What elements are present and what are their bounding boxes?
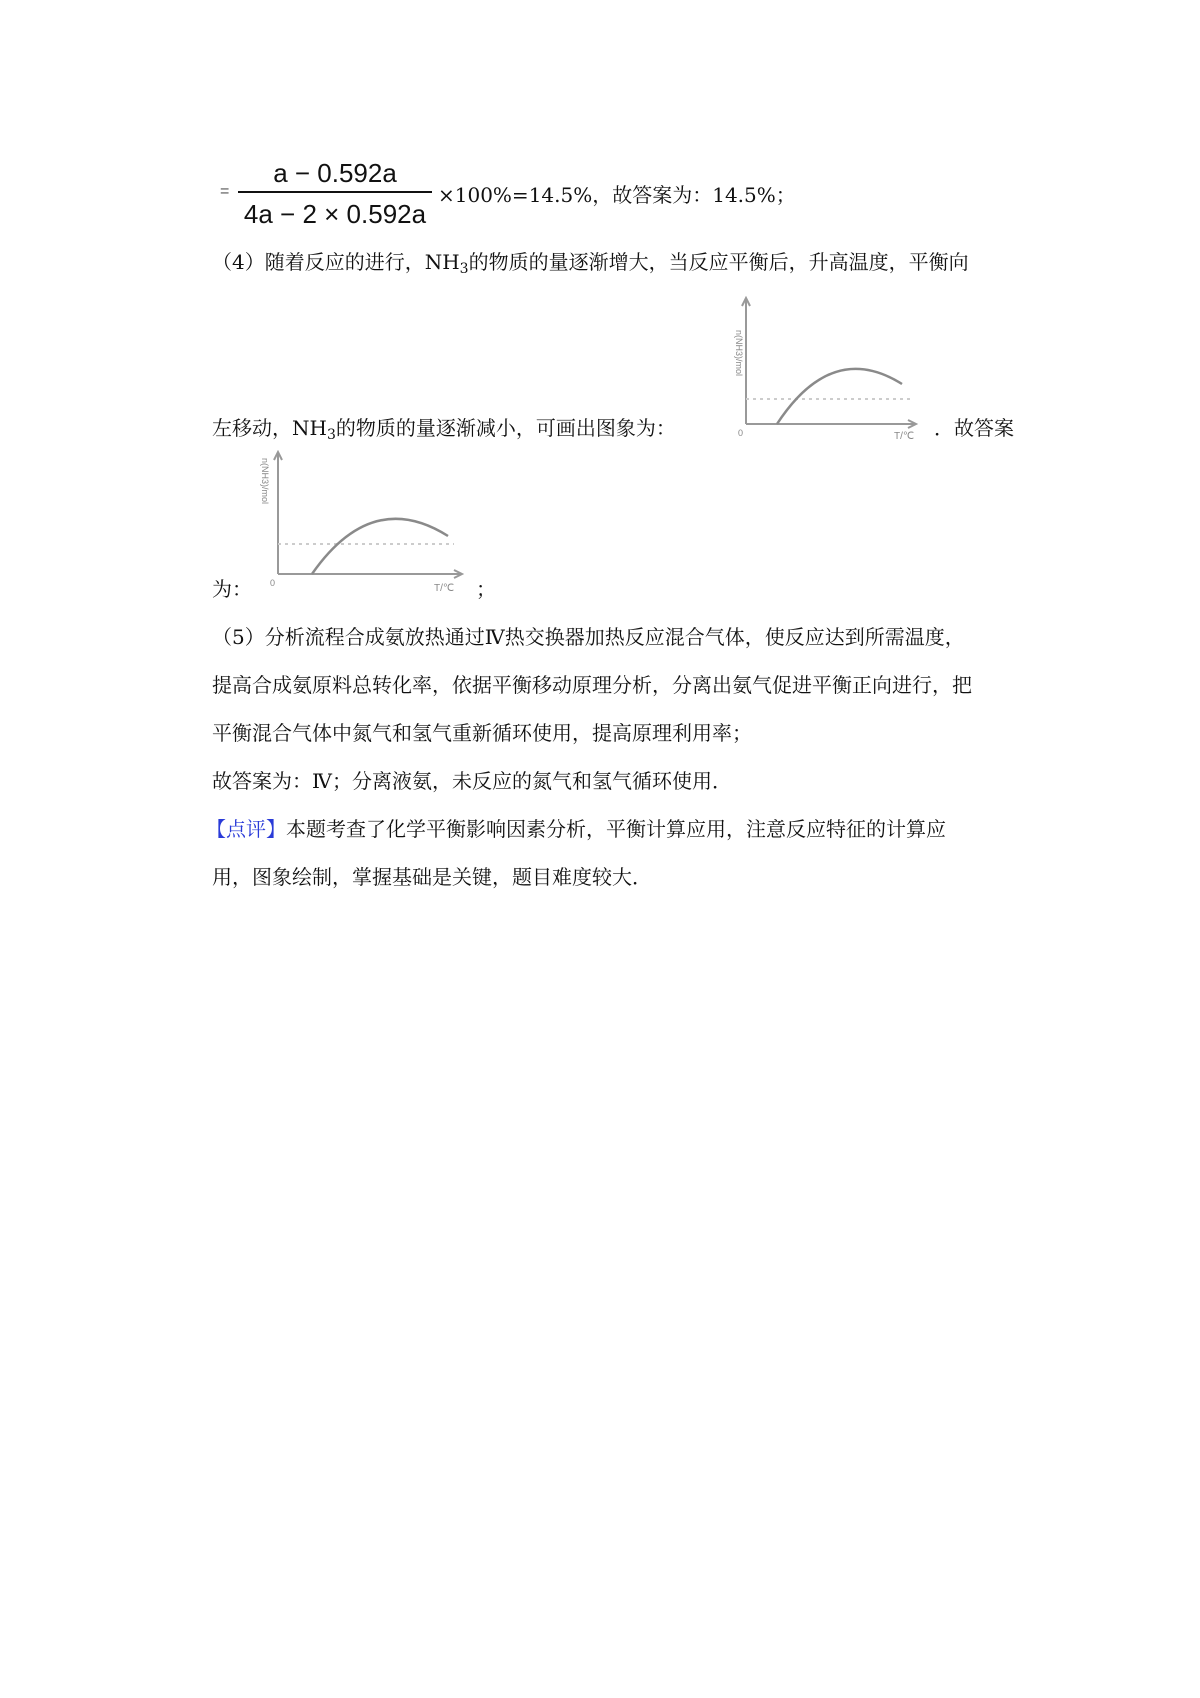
graph-2-ylabel: n(NH3)/mol xyxy=(260,458,270,505)
graph-1-origin: 0 xyxy=(738,428,744,438)
comment-line2: 用，图象绘制，掌握基础是关键，题目难度较大． xyxy=(212,865,652,889)
part5-line3: 平衡混合气体中氮气和氢气重新循环使用，提高原理利用率； xyxy=(212,721,752,745)
graph-2 xyxy=(252,450,472,600)
comment-line1: 【点评】本题考查了化学平衡影响因素分析，平衡计算应用，注意反应特征的计算应 xyxy=(206,817,946,841)
part5-line2: 提高合成氨原料总转化率，依据平衡移动原理分析，分离出氨气促进平衡正向进行，把 xyxy=(212,673,972,697)
part4-line2: 左移动，$NH_3$的物质的量逐渐减小，可画出图象为： xyxy=(212,416,676,443)
part4-line3-end: ； xyxy=(476,577,496,601)
comment-tag: 【点评】 xyxy=(206,817,286,841)
fraction-numerator: a − 0.592a xyxy=(273,158,397,188)
part4-line1: （4）随着反应的进行，$NH_3$的物质的量逐渐增大，当反应平衡后，升高温度，平衡向 xyxy=(212,250,969,277)
part4-line2-end: ．故答案 xyxy=(934,416,1014,440)
graph-2-origin: 0 xyxy=(270,578,276,588)
fraction-denominator: 4a − 2 × 0.592a xyxy=(243,199,427,229)
graph-1-ylabel: n(NH3)/mol xyxy=(734,330,744,377)
graph-1 xyxy=(722,292,922,442)
fraction-result-text: ×100%=14.5%，故答案为：14.5%； xyxy=(438,183,796,207)
part4-line3: 为： xyxy=(212,577,252,601)
fraction-equals-sign: = xyxy=(220,183,230,200)
fraction xyxy=(236,155,434,231)
graph-2-xlabel: T/℃ xyxy=(434,583,455,594)
part5-line1: （5）分析流程合成氨放热通过Ⅳ热交换器加热反应混合气体，使反应达到所需温度， xyxy=(212,625,965,649)
part5-line4: 故答案为：Ⅳ；分离液氨，未反应的氮气和氢气循环使用． xyxy=(212,769,732,793)
graph-1-xlabel: T/℃ xyxy=(894,431,915,442)
